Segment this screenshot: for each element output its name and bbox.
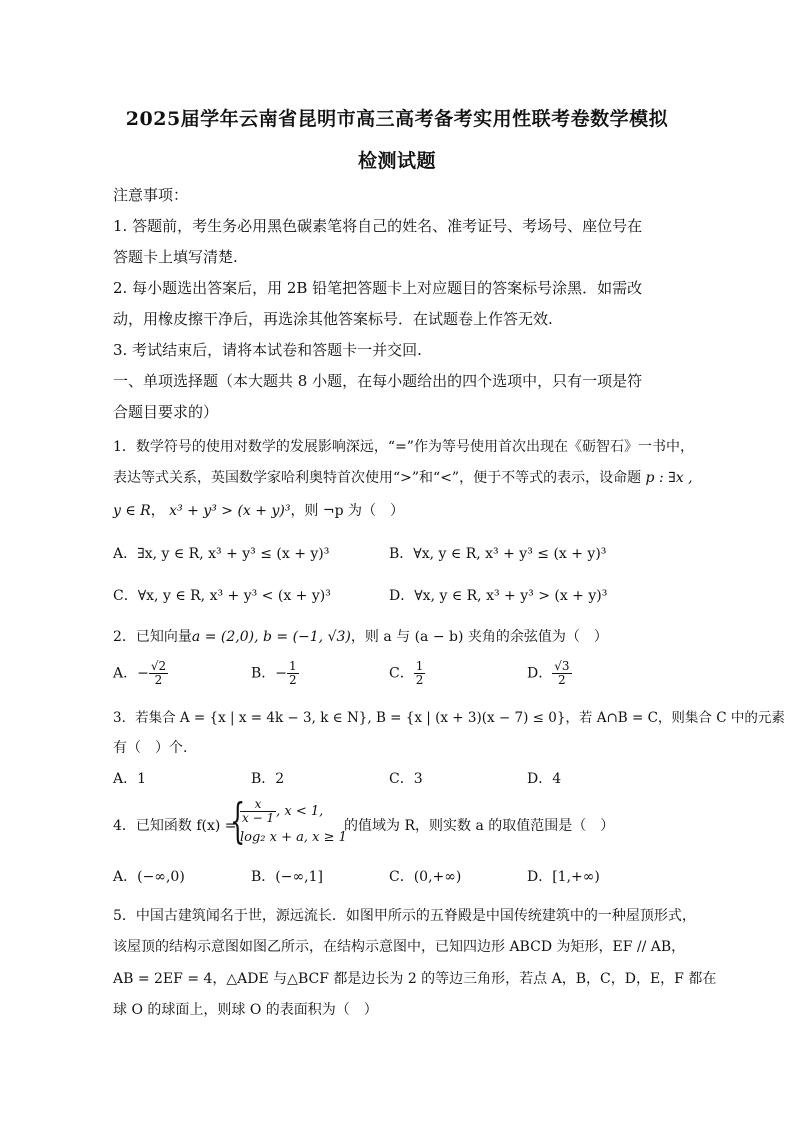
q2-option-b-label: B． (251, 665, 276, 682)
q3-option-b: B．2 (251, 771, 285, 787)
q4-piece-1-fraction (240, 798, 276, 825)
q2-option-c-fraction (414, 660, 426, 687)
q3-option-a: A．1 (113, 771, 147, 787)
q1-option-b: B．∀x, y ∈ R, x³ + y³ ≤ (x + y)³ (389, 546, 607, 562)
q4-stem-ask: 的值域为 R，则实数 a 的取值范围是（ ） (344, 818, 615, 834)
q4-option-a: A．(−∞,0) (113, 869, 185, 885)
q5-stem-line1: 5．中国古建筑闻名于世，源远流长．如图甲所示的五脊殿是中国传统建筑中的一种屋顶形式， (113, 908, 696, 924)
exam-title-line2: 检测试题 (357, 150, 436, 172)
q5-stem-line3: AB = 2EF = 4，△ADE 与△BCF 都是边长为 2 的等边三角形，若点 A，B，C，D，E，F 都在 (113, 971, 717, 987)
exam-title-line1: 2025届学年云南省昆明市高三高考备考实用性联考卷数学模拟 (125, 108, 669, 130)
q2-option-c-numerator: 1 (415, 659, 424, 673)
notice-item-1-line2: 答题卡上填写清楚. (113, 248, 238, 266)
q4-option-c: C．(0,+∞) (389, 869, 462, 885)
q3-option-c: C．3 (389, 771, 423, 787)
q4-brace-symbol: { (230, 793, 246, 849)
q2-option-d-fraction (552, 660, 571, 687)
q4-option-d: D．[1,+∞) (527, 869, 600, 885)
q2-stem (113, 626, 608, 646)
q1-comma: ， (150, 503, 165, 519)
q1-domain: y ∈ R (113, 503, 151, 519)
q2-option-a-sign: − (137, 665, 149, 682)
q3-option-d: D．4 (527, 771, 562, 787)
q1-stem-line1: 1．数学符号的使用对数学的发展影响深远，“=”作为等号使用首次出现在《砺智石》一书中， (113, 439, 694, 455)
q2-vectors: a = (2,0), b = (−1, √3) (191, 629, 351, 645)
q2-option-b-sign: − (275, 665, 288, 682)
notice-item-3: 3. 考试结束后，请将本试卷和答题卡一并交回. (113, 341, 422, 359)
q2-option-b (251, 660, 299, 687)
notice-item-1-line1: 1. 答题前，考生务必用黑色碳素笔将自己的姓名、准考证号、考场号、座位号在 (113, 217, 643, 235)
notice-item-2-line2: 动，用橡皮擦干净后，再选涂其他答案标号．在试题卷上作答无效. (113, 310, 553, 328)
q2-option-d-label: D． (527, 665, 553, 682)
q2-option-d-denominator: 2 (558, 673, 566, 687)
q1-proposition-p: p : ∃x , (645, 470, 693, 486)
q5-stem-line2: 该屋顶的结构示意图如图乙所示，在结构示意图中，已知四边形 ABCD 为矩形，EF // AB， (113, 939, 686, 955)
q1-stem-line3 (113, 500, 404, 520)
q5-stem-line4: 球 O 的球面上，则球 O 的表面积为（ ） (113, 1002, 378, 1018)
q1-option-d: D．∀x, y ∈ R, x³ + y³ > (x + y)³ (389, 588, 608, 604)
section-1-heading-line1: 一、单项选择题（本大题共 8 小题，在每小题给出的四个选项中，只有一项是符 (113, 372, 643, 390)
q1-stem-line2-text: 表达等式关系，英国数学家哈利奥特首次使用“>”和“<”，便于不等式的表示，设命题 (113, 470, 642, 486)
q2-option-a-fraction (149, 660, 168, 687)
notice-heading: 注意事项： (113, 186, 189, 204)
q1-option-a: A．∃x, y ∈ R, x³ + y³ ≤ (x + y)³ (113, 546, 330, 562)
q3-stem-line1: 3．若集合 A = {x | x = 4k − 3, k ∈ N}, B = {x | (x + 3)(x − 7) ≤ 0}，若 A∩B = C，则集合 C 中的元素 (113, 710, 785, 726)
q2-option-d (527, 660, 572, 687)
notice-item-2-line1: 2. 每小题选出答案后，用 2B 铅笔把答题卡上对应题目的答案标号涂黑．如需改 (113, 279, 643, 297)
q4-piece-1-denominator: x − 1 (242, 811, 275, 825)
q4-piece-1-numerator: x (240, 798, 276, 812)
q1-option-c: C．∀x, y ∈ R, x³ + y³ < (x + y)³ (113, 588, 331, 604)
q4-stem-intro: 4．已知函数 f(x) = (113, 818, 237, 834)
q1-stem-line2 (113, 467, 693, 487)
q4-piece-1 (240, 798, 323, 825)
q1-inequality: x³ + y³ > (x + y)³ (169, 503, 291, 519)
q2-option-d-numerator: √3 (554, 659, 570, 673)
q4-piece-2: log₂ x + a, x ≥ 1 (240, 830, 347, 845)
q4-option-b: B．(−∞,1] (251, 869, 323, 885)
q2-option-a-numerator: √2 (150, 659, 167, 673)
q2-option-c-denominator: 2 (415, 673, 424, 687)
q2-option-b-denominator: 2 (289, 673, 297, 687)
q2-stem-intro: 2．已知向量 (113, 629, 192, 645)
q2-option-b-fraction (287, 660, 299, 687)
q4-piecewise-function (230, 793, 347, 850)
q4-piece-1-condition: , x < 1, (276, 804, 324, 819)
q2-option-a-label: A． (113, 665, 138, 682)
q3-stem-line2: 有（ ）个. (113, 740, 188, 756)
q1-ask: ，则 ¬p 为（ ） (290, 503, 405, 519)
q2-stem-ask: ，则 a 与 (a − b) 夹角的余弦值为（ ） (350, 629, 608, 645)
q2-option-a-denominator: 2 (154, 673, 163, 687)
q2-option-c (389, 660, 425, 687)
q2-option-c-label: C． (389, 665, 414, 682)
q2-option-b-numerator: 1 (289, 659, 297, 673)
section-1-heading-line2: 合题目要求的） (113, 403, 219, 421)
q2-option-a (113, 660, 168, 687)
